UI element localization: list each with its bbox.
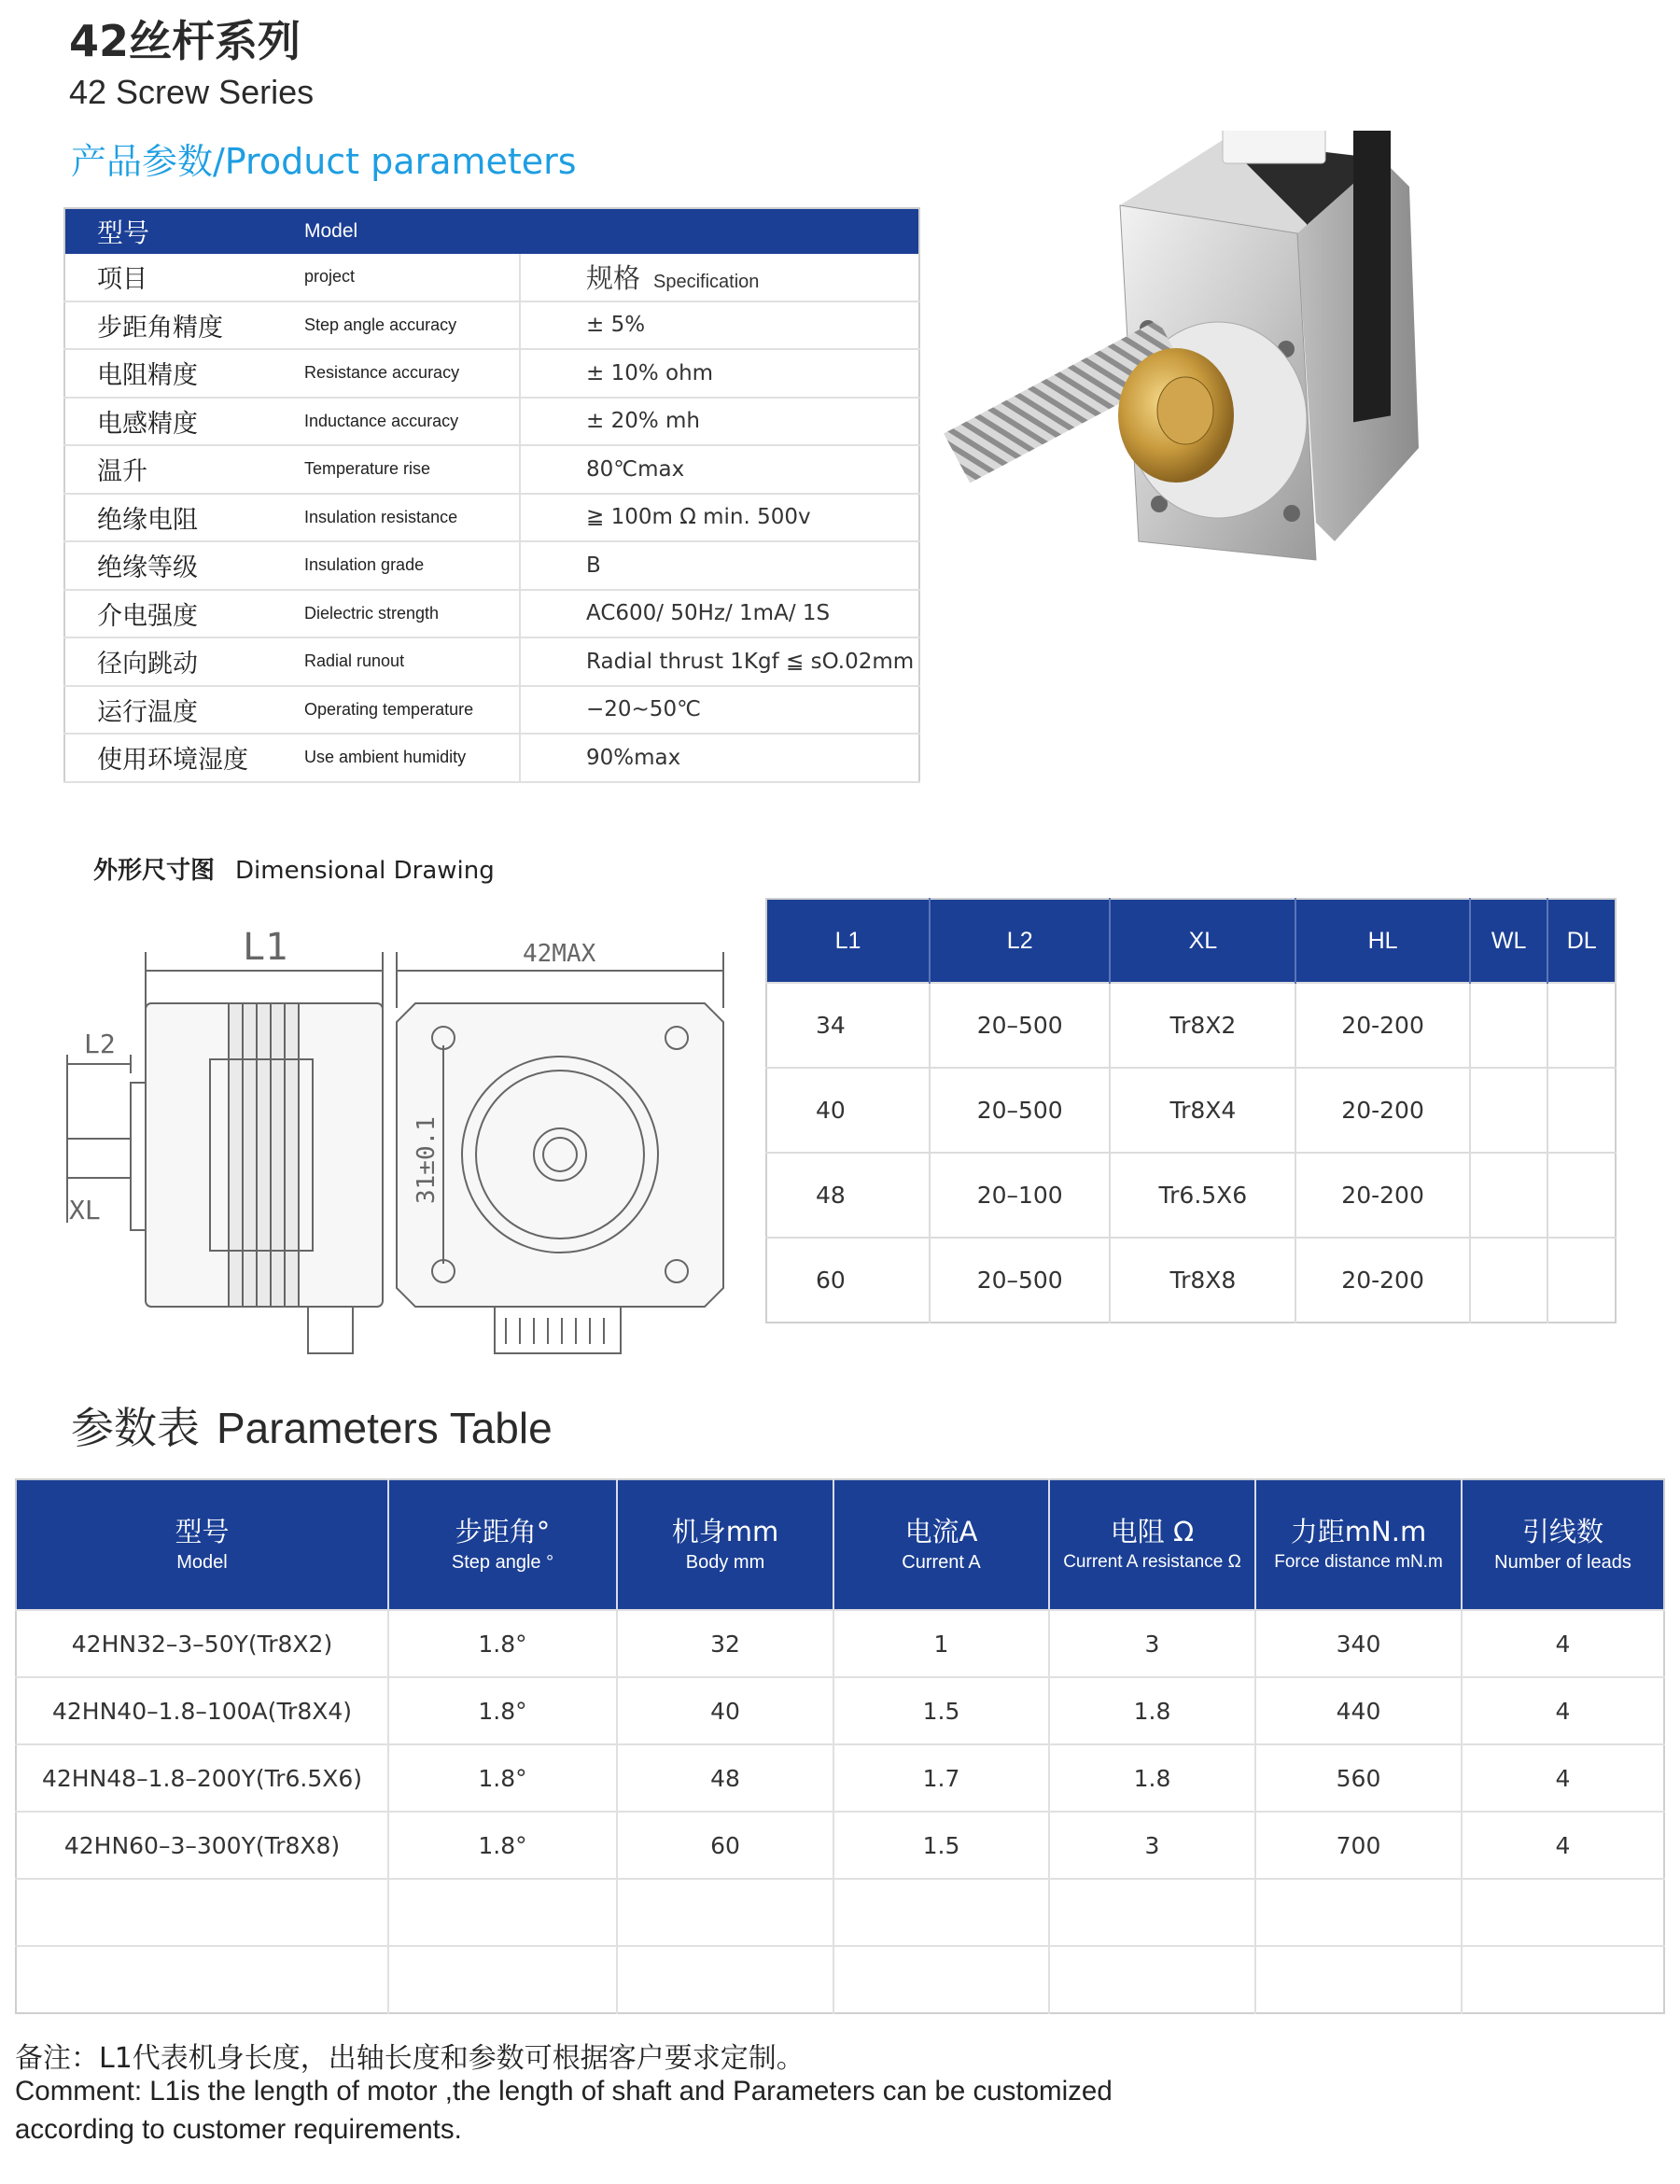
- section-heading: 产品参数/Product parameters: [71, 141, 577, 182]
- dims-header: WL: [1470, 899, 1548, 983]
- table-row: 42HN48–1.8–200Y(Tr6.5X6) 1.8° 48 1.7 1.8 560 4: [16, 1744, 1664, 1812]
- table-row: 42HN40–1.8–100A(Tr8X4) 1.8° 40 1.5 1.8 440 4: [16, 1677, 1664, 1744]
- label-xl: XL: [69, 1195, 101, 1225]
- spec-subhead-cn: 项目: [64, 254, 304, 301]
- note-cn: 备注：L1代表机身长度，出轴长度和参数可根据客户要求定制。: [15, 2042, 805, 2075]
- table-row: [16, 1879, 1664, 1946]
- page-subtitle: 42 Screw Series: [69, 73, 315, 111]
- table-row: 42HN60–3–300Y(Tr8X8) 1.8° 60 1.5 3 700 4: [16, 1812, 1664, 1879]
- spec-row: 运行温度 Operating temperature −20~50℃: [64, 686, 919, 735]
- page-title: 42丝杆系列: [69, 16, 301, 66]
- spec-row: 电阻精度 Resistance accuracy ± 10% ohm: [64, 349, 919, 398]
- params-header: 型号 Model: [16, 1479, 388, 1610]
- note-en: Comment: L1is the length of motor ,the length of shaft and Parameters can be customized according to customer requirements.: [15, 2076, 1113, 2145]
- params-header: 力距mN.m Force distance mN.m: [1255, 1479, 1462, 1610]
- table-row: 34 20–500 Tr8X2 20-200: [766, 983, 1616, 1068]
- parameters-table-header: [16, 1479, 1664, 1610]
- params-header: 步距角° Step angle °: [388, 1479, 617, 1610]
- dims-header: L1: [766, 899, 930, 983]
- label-42max: 42MAX: [523, 940, 596, 968]
- spec-row: 温升 Temperature rise 80℃max: [64, 445, 919, 494]
- dimension-table-header: [766, 899, 1616, 983]
- spec-subhead-spec: 规格 Specification: [520, 254, 919, 301]
- params-header: 引线数 Number of leads: [1462, 1479, 1664, 1610]
- label-hole-spacing: 31±0.1: [413, 1116, 441, 1204]
- label-l1: L1: [243, 926, 288, 969]
- table-row: 48 20–100 Tr6.5X6 20-200: [766, 1153, 1616, 1238]
- spec-row: 使用环境湿度 Use ambient humidity 90%max: [64, 734, 919, 782]
- spec-table-header: [64, 208, 919, 254]
- dims-header: DL: [1547, 899, 1616, 983]
- spec-subheader-row: [64, 254, 919, 301]
- label-l2: L2: [84, 1029, 116, 1059]
- dimensional-drawing: [56, 915, 747, 1381]
- spec-subhead-en: project: [304, 254, 520, 301]
- spec-head-en: Model: [304, 208, 520, 254]
- params-header: 机身mm Body mm: [617, 1479, 833, 1610]
- params-header: 电流A Current A: [833, 1479, 1049, 1610]
- spec-row: 绝缘等级 Insulation grade B: [64, 541, 919, 590]
- spec-row: 绝缘电阻 Insulation resistance ≧ 100m Ω min. 500v: [64, 494, 919, 542]
- table-row: 42HN32–3–50Y(Tr8X2) 1.8° 32 1 3 340 4: [16, 1610, 1664, 1677]
- dims-header: HL: [1295, 899, 1470, 983]
- drawing-title: 外形尺寸图 Dimensional Drawing: [93, 857, 495, 885]
- spec-row: 介电强度 Dielectric strength AC600/ 50Hz/ 1mA/ 1S: [64, 590, 919, 638]
- spec-table: [63, 207, 920, 783]
- spec-row: 电感精度 Inductance accuracy ± 20% mh: [64, 398, 919, 446]
- params-title: 参数表 Parameters Table: [71, 1403, 553, 1453]
- table-row: 60 20–500 Tr8X8 20-200: [766, 1238, 1616, 1323]
- params-header: 电阻 Ω Current A resistance Ω: [1049, 1479, 1255, 1610]
- spec-row: 步距角精度 Step angle accuracy ± 5%: [64, 301, 919, 350]
- table-row: [16, 1946, 1664, 2013]
- dims-header: XL: [1110, 899, 1295, 983]
- motor-photo: [943, 131, 1652, 728]
- spec-row: 径向跳动 Radial runout Radial thrust 1Kgf ≦ sO.02mm: [64, 637, 919, 686]
- table-row: 40 20–500 Tr8X4 20-200: [766, 1068, 1616, 1153]
- spec-head-cn: 型号: [64, 208, 304, 254]
- parameters-table: [15, 1478, 1665, 2014]
- dimension-table: [765, 898, 1617, 1323]
- dims-header: L2: [930, 899, 1111, 983]
